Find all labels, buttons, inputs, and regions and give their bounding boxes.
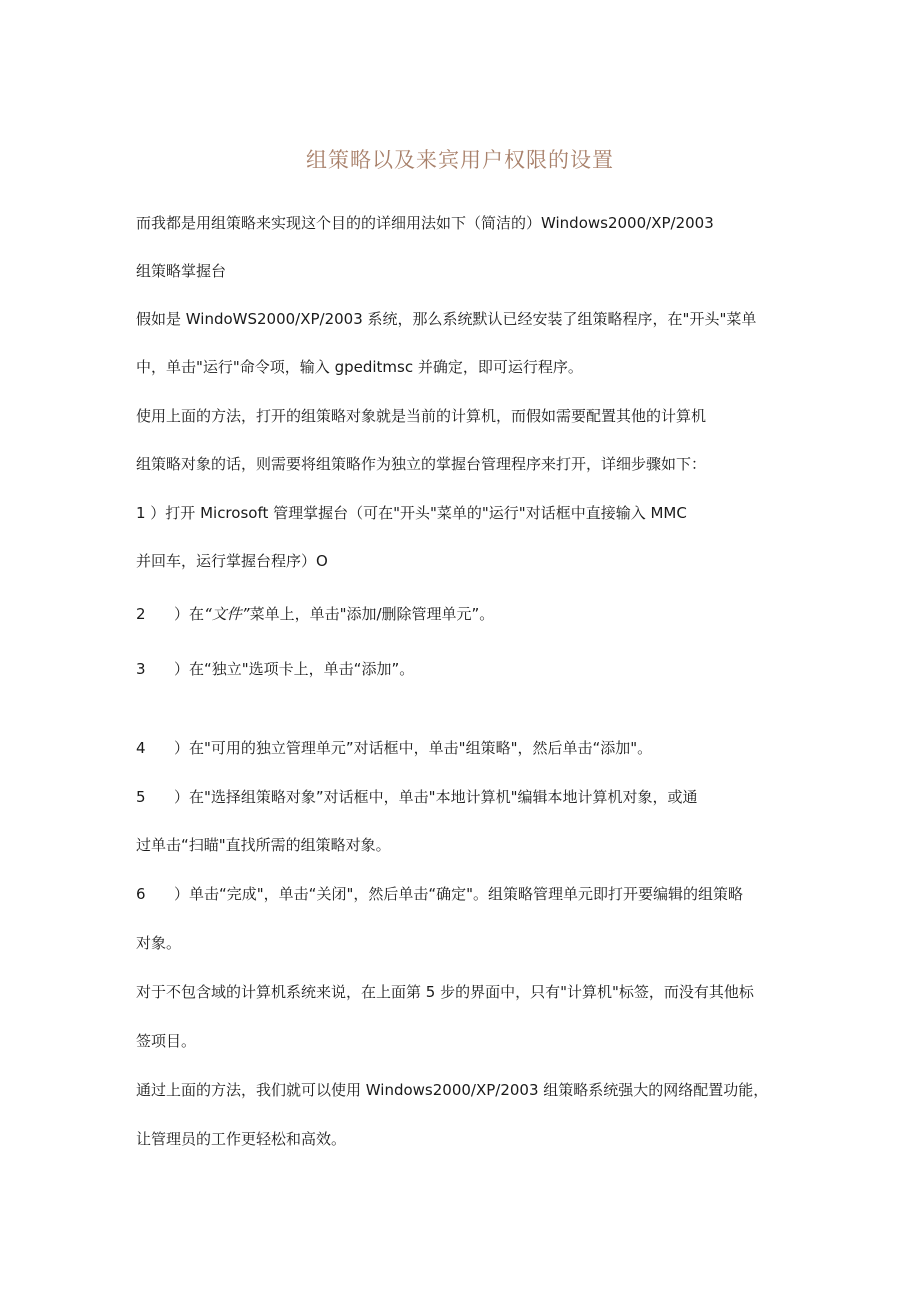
step-4-number: 4 bbox=[136, 739, 146, 757]
step-5-number: 5 bbox=[136, 788, 146, 806]
paragraph-method-line-1: 使用上面的方法，打开的组策略对象就是当前的计算机，而假如需要配置其他的计算机 bbox=[136, 407, 707, 425]
step-6 bbox=[136, 884, 743, 904]
step-2-number: 2 bbox=[136, 605, 146, 623]
step-1-line-1: 1 ）打开 Microsoft 管理掌握台（可在"开头"菜单的"运行"对话框中直接输入 MMC bbox=[136, 504, 687, 522]
paragraph-conclusion-line-2: 让管理员的工作更轻松和高效。 bbox=[136, 1130, 347, 1148]
paragraph-method-line-2: 组策略对象的话，则需要将组策略作为独立的掌握台管理程序来打开，详细步骤如下： bbox=[136, 455, 707, 473]
step-6-line-2: 对象。 bbox=[136, 934, 182, 952]
step-3-text: ）在“独立"选项卡上，单击“添加”。 bbox=[174, 660, 415, 678]
step-1-line-2: 并回车，运行掌握台程序）O bbox=[136, 552, 328, 570]
step-2 bbox=[136, 604, 494, 624]
step-4-text: ）在"可用的独立管理单元”对话框中，单击"组策略"，然后单击“添加"。 bbox=[174, 739, 653, 757]
step-6-text: ）单击“完成"，单击“关闭"，然后单击“确定"。组策略管理单元即打开要编辑的组策略 bbox=[174, 885, 744, 903]
step-3-number: 3 bbox=[136, 660, 146, 678]
step-6-number: 6 bbox=[136, 885, 146, 903]
step-4 bbox=[136, 738, 652, 758]
paragraph-system-line-1: 假如是 WindoWS2000/XP/2003 系统，那么系统默认已经安装了组策略程序，在"开头"菜单 bbox=[136, 310, 757, 328]
heading-group-policy-console: 组策略掌握台 bbox=[136, 262, 227, 280]
document-title: 组策略以及来宾用户权限的设置 bbox=[306, 148, 614, 172]
step-5-text: ）在"选择组策略对象”对话框中，单击"本地计算机"编辑本地计算机对象，或通 bbox=[174, 788, 698, 806]
step-5 bbox=[136, 787, 697, 807]
paragraph-conclusion-line-1: 通过上面的方法，我们就可以使用 Windows2000/XP/2003 组策略系统强大的网络配置功能， bbox=[136, 1081, 769, 1099]
paragraph-intro: 而我都是用组策略来实现这个目的的详细用法如下（简洁的）Windows2000/XP/2003 bbox=[136, 214, 714, 232]
step-3 bbox=[136, 659, 414, 679]
step-5-line-2: 过单击“扫瞄"直找所需的组策略对象。 bbox=[136, 836, 391, 854]
paragraph-domain-line-1: 对于不包含域的计算机系统来说，在上面第 5 步的界面中，只有"计算机"标签，而没有其他标 bbox=[136, 983, 754, 1001]
step-2-suffix: 菜单上，单击"添加/删除管理单元”。 bbox=[249, 605, 495, 623]
step-2-prefix: ）在 bbox=[174, 605, 205, 623]
step-2-file-menu: “文件” bbox=[204, 605, 250, 623]
paragraph-system-line-2: 中，单击"运行"命令项，输入 gpeditmsc 并确定，即可运行程序。 bbox=[136, 358, 583, 376]
paragraph-domain-line-2: 签项目。 bbox=[136, 1032, 197, 1050]
